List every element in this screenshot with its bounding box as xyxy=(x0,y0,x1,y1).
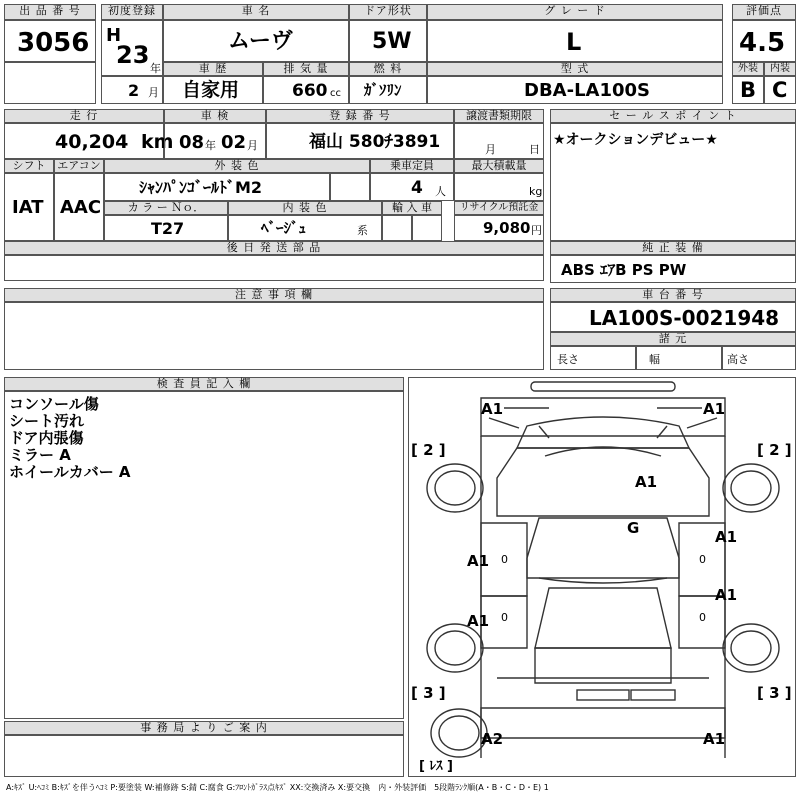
rear-bumper xyxy=(481,708,725,738)
code-door-front-right: A1 xyxy=(715,528,738,546)
width-label: 幅 xyxy=(649,353,660,366)
front-bumper-strip xyxy=(531,382,675,391)
score: 4.5 xyxy=(739,28,786,58)
displacement-cell xyxy=(263,76,349,104)
body-sides xyxy=(481,436,725,758)
history-label: 車 歴 xyxy=(163,62,263,76)
code-wheel-rear-left: [ 3 ] xyxy=(411,684,446,702)
inspection-year: 08 xyxy=(179,132,205,153)
chassis-number: LA100S-0021948 xyxy=(589,306,780,330)
recycle-fee-label: リサイクル預託金 xyxy=(454,201,544,215)
first-registration-label: 初度登録 xyxy=(101,4,163,20)
mileage-label: 走 行 xyxy=(4,109,164,123)
roof xyxy=(527,518,679,578)
office-notice-cell xyxy=(4,735,404,777)
recycle-fee: 9,080 xyxy=(483,219,531,237)
inspection-month-unit: 月 xyxy=(247,139,258,152)
rear-lamp-strip xyxy=(577,690,629,700)
lot-number-cell xyxy=(4,20,96,62)
exterior-color-cell xyxy=(104,173,330,201)
interior-score-cell xyxy=(764,76,796,104)
mileage: 40,204 xyxy=(55,131,129,153)
lot-number-label: 出 品 番 号 xyxy=(4,4,96,20)
wheel-rear-left-inner xyxy=(435,631,475,665)
interior-color: ﾍﾞｰｼﾞｭ xyxy=(261,219,307,237)
grade-label: グ レ ー ド xyxy=(427,4,723,20)
inspector-note: ホイールカバー A xyxy=(9,463,131,481)
height-label: 高さ xyxy=(727,353,749,366)
code-front-left: A1 xyxy=(481,400,504,418)
displacement-unit: cc xyxy=(330,88,341,99)
history-cell xyxy=(163,76,263,104)
inspection-label: 車 検 xyxy=(164,109,266,123)
code-front-right: A1 xyxy=(703,400,726,418)
exterior-color-extra xyxy=(330,173,370,201)
max-load-label: 最大積載量 xyxy=(454,159,544,173)
lot-number-blank xyxy=(4,62,96,104)
inspector-notes-label: 検 査 員 記 入 欄 xyxy=(4,377,404,391)
windshield xyxy=(517,417,689,448)
sales-point: ★オークションデビュー★ xyxy=(553,132,718,148)
inspector-notes-list xyxy=(9,396,131,481)
exterior-score: B xyxy=(740,78,757,102)
chassis-cell xyxy=(550,302,796,332)
code-wheel-rear-right: [ 3 ] xyxy=(757,684,792,702)
history: 自家用 xyxy=(182,79,240,101)
later-parts-cell xyxy=(4,255,544,281)
model: DBA-LA100S xyxy=(524,80,650,101)
caution-cell xyxy=(4,302,544,370)
shift-cell xyxy=(4,173,54,241)
car-diagram-panel xyxy=(408,377,796,777)
code-hood: A1 xyxy=(635,473,658,491)
transfer-day-unit: 日 xyxy=(529,143,540,156)
equipment-cell xyxy=(550,255,796,283)
mark-door-rear-right: 0 xyxy=(699,611,706,624)
import-cell-a xyxy=(382,215,412,241)
sales-point-label: セ ー ル ス ポ イ ン ト xyxy=(550,109,796,123)
equipment-label: 純 正 装 備 xyxy=(550,241,796,255)
inspector-note: ミラー A xyxy=(9,446,71,464)
wheel-rear-right-inner xyxy=(731,631,771,665)
shift: IAT xyxy=(12,197,44,218)
displacement-label: 排 気 量 xyxy=(263,62,349,76)
rear-glass xyxy=(535,588,671,648)
era: H xyxy=(106,25,122,46)
wheel-front-right-inner xyxy=(731,471,771,505)
capacity-label: 乗車定員 xyxy=(370,159,454,173)
mark-door-front-left: 0 xyxy=(501,553,508,566)
car-name: ムーヴ xyxy=(228,29,293,54)
plate-cell xyxy=(266,123,454,159)
inspection-year-unit: 年 xyxy=(205,139,216,152)
transfer-deadline-cell xyxy=(454,123,544,159)
recycle-fee-cell xyxy=(454,215,544,241)
aircon: AAC xyxy=(60,197,102,218)
month-unit: 月 xyxy=(148,86,159,99)
capacity-cell xyxy=(370,173,454,201)
spare-tire-inner xyxy=(439,716,479,750)
front-lamp-lines xyxy=(489,418,717,428)
capacity: 4 xyxy=(411,178,423,198)
inspector-note: シート汚れ xyxy=(9,412,85,430)
shift-label: シフト xyxy=(4,159,54,173)
code-door-rear-left: A1 xyxy=(467,612,490,630)
code-rear-left: A2 xyxy=(481,730,504,748)
height-cell xyxy=(722,346,796,370)
color-number: T27 xyxy=(151,219,185,238)
mileage-unit: km xyxy=(141,131,174,153)
max-load-unit: kg xyxy=(529,185,543,198)
grade-cell xyxy=(427,20,723,62)
aircon-label: エアコン xyxy=(54,159,104,173)
registration-year: 23 xyxy=(116,41,150,69)
wheel-front-left-inner xyxy=(435,471,475,505)
first-registration-month-cell xyxy=(101,76,163,104)
recycle-fee-unit: 円 xyxy=(531,224,542,237)
score-cell xyxy=(732,20,796,62)
rear-lamp-strip-right xyxy=(631,690,675,700)
model-label: 型 式 xyxy=(427,62,723,76)
code-wheel-front-right: [ 2 ] xyxy=(757,441,792,459)
exterior-color: ｼｬﾝﾊﾟﾝｺﾞｰﾙﾄﾞM2 xyxy=(139,178,263,197)
door-type: 5W xyxy=(372,29,412,54)
interior-score: C xyxy=(772,78,788,102)
length-cell xyxy=(550,346,636,370)
code-door-front-left: A1 xyxy=(467,552,490,570)
chassis-label: 車 台 番 号 xyxy=(550,288,796,302)
inspector-notes-cell xyxy=(4,391,404,719)
plate-number: 福山 580ﾁ3891 xyxy=(309,132,441,152)
car-diagram xyxy=(409,378,797,778)
exterior-score-cell xyxy=(732,76,764,104)
lot-number: 3056 xyxy=(17,28,90,58)
code-door-rear-right: A1 xyxy=(715,586,738,604)
inspection-month: 02 xyxy=(221,132,247,153)
color-number-cell xyxy=(104,215,228,241)
inspection-cell xyxy=(164,123,266,159)
car-name-cell xyxy=(163,20,349,62)
aircon-cell xyxy=(54,173,104,241)
capacity-unit: 人 xyxy=(435,185,446,198)
grade: L xyxy=(566,28,582,56)
fuel: ｶﾞｿﾘﾝ xyxy=(364,81,402,99)
first-registration-year-cell xyxy=(101,20,163,76)
mark-door-front-right: 0 xyxy=(699,553,706,566)
interior-color-unit: 系 xyxy=(357,224,368,237)
year-unit: 年 xyxy=(150,62,161,75)
transfer-month-unit: 月 xyxy=(485,143,496,156)
length-label: 長さ xyxy=(557,353,579,366)
later-parts-label: 後 日 発 送 部 品 xyxy=(4,241,544,255)
fuel-cell xyxy=(349,76,427,104)
score-label: 評価点 xyxy=(732,4,796,20)
mileage-cell xyxy=(4,123,174,159)
code-roof: G xyxy=(627,519,640,537)
exterior-score-label: 外装 xyxy=(732,62,764,76)
inspector-note: ドア内張傷 xyxy=(9,429,84,447)
model-cell xyxy=(427,76,723,104)
interior-score-label: 内装 xyxy=(764,62,796,76)
interior-color-label: 内 装 色 xyxy=(228,201,382,215)
office-notice-label: 事 務 局 よ り ご 案 内 xyxy=(4,721,404,735)
mark-door-rear-left: 0 xyxy=(501,611,508,624)
fuel-label: 燃 料 xyxy=(349,62,427,76)
car-name-label: 車 名 xyxy=(163,4,349,20)
door-type-label: ドア形状 xyxy=(349,4,427,20)
width-cell xyxy=(636,346,722,370)
sales-point-cell xyxy=(550,123,796,241)
exterior-color-label: 外 装 色 xyxy=(104,159,370,173)
caution-label: 注 意 事 項 欄 xyxy=(4,288,544,302)
import-label: 輸 入 車 xyxy=(382,201,442,215)
code-rear-right: A1 xyxy=(703,730,726,748)
equipment: ABS ｴｱB PS PW xyxy=(561,261,687,279)
hood xyxy=(497,448,709,516)
specs-label: 諸 元 xyxy=(550,332,796,346)
transfer-deadline-label: 譲渡書類期限 xyxy=(454,109,544,123)
inspector-note: コンソール傷 xyxy=(9,395,99,413)
import-cell-b xyxy=(412,215,442,241)
legend: A:ｷｽﾞ U:ﾍｺﾐ B:ｷｽﾞを伴うﾍｺﾐ P:要塗装 W:補修跡 S:錆 C:腐食 G:ﾌﾛﾝﾄｶﾞﾗｽ点ｷｽﾞ XX:交換済み X:要交換 内・外装評価 5段階ﾗﾝｸ順(A・B・C・D・E) 1 xyxy=(6,783,549,792)
displacement: 660 xyxy=(292,81,328,101)
registration-month: 2 xyxy=(128,81,140,100)
door-type-cell xyxy=(349,20,427,62)
code-wheel-front-left: [ 2 ] xyxy=(411,441,446,459)
code-spare: [ ﾚｽ ] xyxy=(419,759,453,774)
roof-curve xyxy=(539,578,667,583)
plate-label: 登 録 番 号 xyxy=(266,109,454,123)
max-load-cell xyxy=(454,173,544,201)
color-number-label: カ ラ ー Ｎｏ． xyxy=(104,201,228,215)
interior-color-cell xyxy=(228,215,382,241)
